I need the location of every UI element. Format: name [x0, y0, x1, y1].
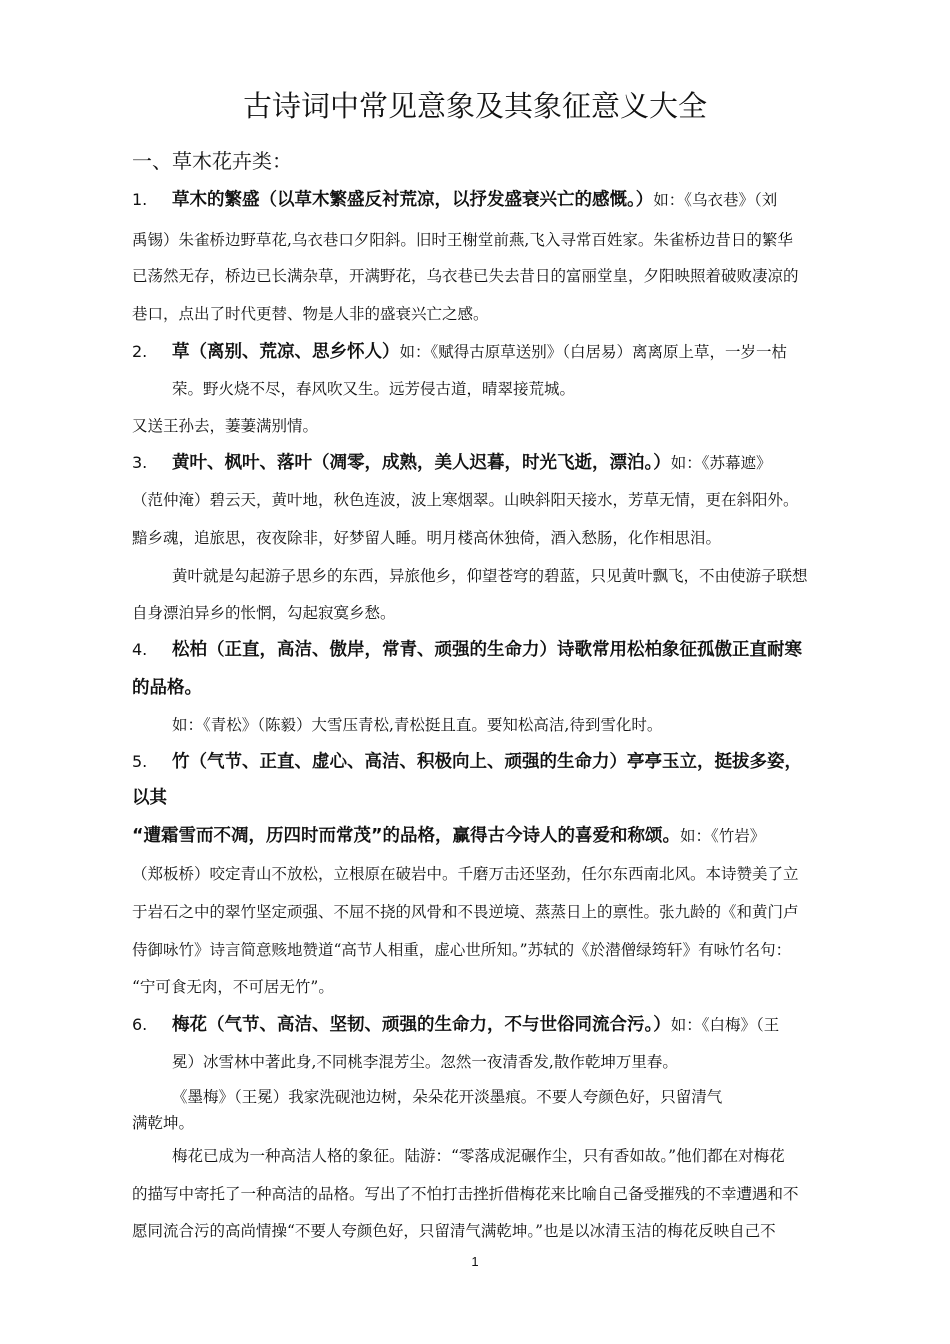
- item-title: 梅花（气节、高洁、坚韧、顽强的生命力，不与世俗同流合污。）: [172, 1015, 671, 1035]
- item-title-cont: “遭霜雪而不凋，历四时而常茂”的品格，赢得古今诗人的喜爱和称颂。: [132, 826, 681, 846]
- item-example: 如：《苏幕遮》: [670, 454, 772, 472]
- paragraph-line: 于岩石之中的翠竹坚定顽强、不屈不挠的风骨和不畏逆境、蒸蒸日上的禀性。张九龄的《和黄门卢: [132, 903, 799, 921]
- item-number: 6.: [132, 1015, 148, 1034]
- paragraph-line: 自身漂泊异乡的怅惘，勾起寂寞乡愁。: [132, 604, 396, 622]
- item-title: 黄叶、枫叶、落叶（凋零，成熟，美人迟暮，时光飞逝，漂泊。）: [172, 453, 671, 473]
- paragraph-line: “宁可食无肉，不可居无竹”。: [132, 978, 334, 996]
- paragraph-line: [132, 676, 872, 700]
- paragraph-line: 已荡然无存，桥边已长满杂草，开满野花，乌衣巷已失去昔日的富丽堂皇，夕阳映照着破败凄凉的: [132, 267, 799, 285]
- paragraph-line: 满乾坤。: [132, 1114, 195, 1132]
- paragraph-line: 梅花已成为一种高洁人格的象征。陆游：“零落成泥碾作尘，只有香如故。”他们都在对梅花: [172, 1147, 785, 1165]
- paragraph-line: 巷口，点出了时代更替、物是人非的盛衰兴亡之感。: [132, 305, 489, 323]
- item-number: 2.: [132, 342, 148, 361]
- paragraph-line: 的描写中寄托了一种高洁的品格。写出了不怕打击挫折借梅花来比喻自己备受摧残的不幸遭遇和不: [132, 1185, 799, 1203]
- item-number: 5.: [132, 752, 148, 771]
- item-6-heading: [132, 1013, 872, 1037]
- page-number: 1: [471, 1254, 479, 1269]
- paragraph-line: 侍御咏竹》诗言简意赅地赞道“高节人相重，虚心世所知。”苏轼的《於潜僧绿筠轩》有咏竹名句：: [132, 941, 792, 959]
- item-title: 草木的繁盛（以草木繁盛反衬荒凉，以抒发盛衰兴亡的感慨。）: [172, 190, 654, 210]
- item-number: 4.: [132, 640, 148, 659]
- paragraph-line: 《墨梅》（王冕）我家洗砚池边树，朵朵花开淡墨痕。不要人夸颜色好，只留清气: [172, 1088, 723, 1106]
- item-2-heading: [132, 340, 872, 364]
- paragraph-line: （郑板桥）咬定青山不放松，立根原在破岩中。千磨万击还坚劲，任尔东西南北风。本诗赞美了立: [132, 865, 799, 883]
- item-number: 3.: [132, 453, 148, 472]
- item-3-heading: [132, 451, 872, 475]
- paragraph-line: [132, 824, 872, 848]
- item-title: 松柏（正直，高洁、傲岸，常青、顽强的生命力）诗歌常用松柏象征孤傲正直耐寒: [172, 640, 802, 660]
- paragraph-line: [132, 786, 872, 810]
- item-5-heading: [132, 750, 872, 774]
- document-title: 古诗词中常见意象及其象征意义大全: [242, 89, 707, 123]
- item-1-heading: [132, 188, 872, 212]
- paragraph-line: 黄叶就是勾起游子思乡的东西，异旅他乡，仰望苍穹的碧蓝，只见黄叶飘飞，不由使游子联想: [172, 567, 808, 585]
- paragraph-line: 冕）冰雪林中著此身,不同桃李混芳尘。忽然一夜清香发,散作乾坤万里春。: [172, 1053, 678, 1071]
- item-example: 如：《竹岩》: [680, 827, 766, 845]
- section-heading: 一、草木花卉类：: [132, 149, 292, 173]
- item-example: 如：《白梅》（王: [670, 1016, 780, 1034]
- item-example: 如：《乌衣巷》（刘: [653, 191, 778, 209]
- item-4-heading: [132, 638, 872, 662]
- paragraph-line: 禹锡）朱雀桥边野草花,乌衣巷口夕阳斜。旧时王榭堂前燕,飞入寻常百姓家。朱雀桥边昔日的繁华: [132, 231, 793, 249]
- paragraph-line: （范仲淹）碧云天，黄叶地，秋色连波，波上寒烟翠。山映斜阳天接水，芳草无情，更在斜阳外。: [132, 491, 799, 509]
- paragraph-line: 如：《青松》（陈毅）大雪压青松,青松挺且直。要知松高洁,待到雪化时。: [172, 716, 663, 734]
- paragraph-line: 愿同流合污的高尚情操“不要人夸颜色好，只留清气满乾坤。”也是以冰清玉洁的梅花反映自己不: [132, 1222, 776, 1240]
- paragraph-line: 黯乡魂，追旅思，夜夜除非，好梦留人睡。明月楼高休独倚，酒入愁肠，化作相思泪。: [132, 529, 722, 547]
- item-title: 草（离别、荒凉、思乡怀人）: [172, 342, 400, 362]
- item-number: 1.: [132, 190, 148, 209]
- item-example: 如：《赋得古原草送别》（白居易）离离原上草，一岁一枯: [399, 343, 788, 361]
- item-title-cont: 的品格。: [132, 678, 202, 698]
- item-title-cont: 以其: [132, 788, 167, 808]
- paragraph-line: 又送王孙去，萋萋满别情。: [132, 417, 319, 435]
- paragraph-line: 荣。野火烧不尽，春风吹又生。远芳侵古道，晴翠接荒城。: [172, 380, 576, 398]
- item-title: 竹（气节、正直、虚心、高洁、积极向上、顽强的生命力）亭亭玉立，挺拔多姿，: [172, 752, 802, 772]
